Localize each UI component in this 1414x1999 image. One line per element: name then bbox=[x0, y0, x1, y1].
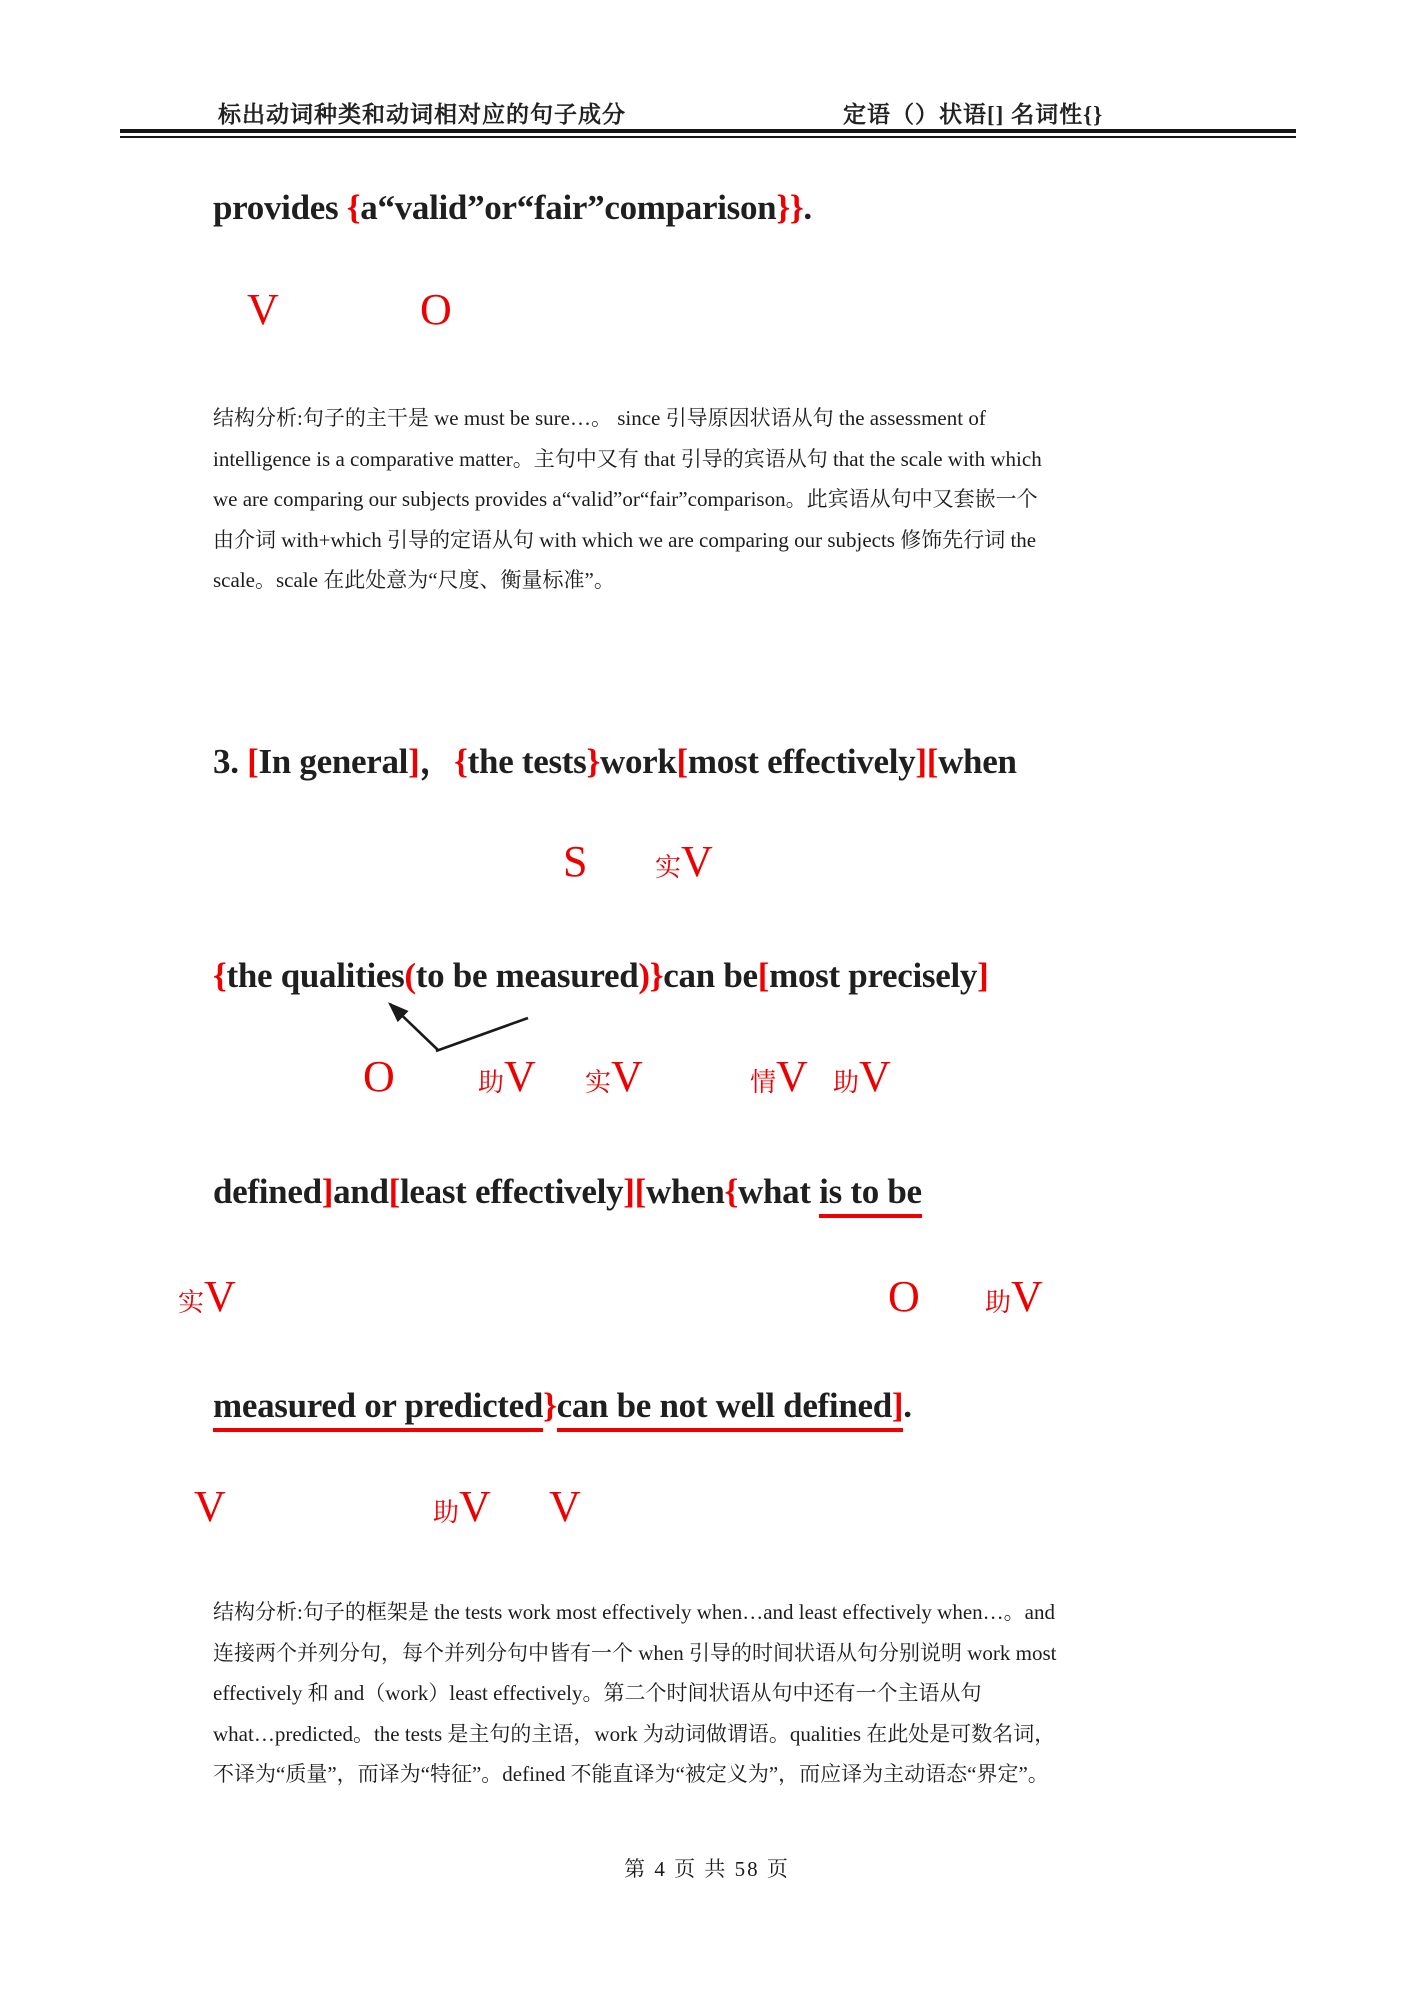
sentence1-labels-row bbox=[0, 285, 1414, 340]
text-segment: ] bbox=[321, 1172, 334, 1211]
text-segment: 3. bbox=[213, 742, 248, 781]
text-segment: provides bbox=[213, 188, 347, 227]
structure-analysis-paragraph-2 bbox=[213, 1592, 1208, 1795]
analysis-line: effectively 和 and（work）least effectively。第二个时间状语从句中还有一个主语从句 bbox=[213, 1681, 982, 1705]
text-segment: most precisely bbox=[769, 956, 978, 995]
verb-label: V bbox=[247, 285, 279, 334]
text-segment: measured or predicted bbox=[213, 1386, 543, 1432]
sentence3-labels-row4 bbox=[0, 1482, 1414, 1537]
main-verb-label: 实V bbox=[585, 1052, 643, 1101]
text-segment: the tests bbox=[467, 742, 587, 781]
text-segment: most effectively bbox=[687, 742, 916, 781]
auxiliary-verb-label: 助V bbox=[478, 1052, 536, 1101]
sentence1-heading bbox=[213, 186, 812, 230]
structure-analysis-paragraph-1 bbox=[213, 398, 1208, 601]
text-segment: . bbox=[803, 188, 812, 227]
analysis-line: intelligence is a comparative matter。主句中又有 that 引导的宾语从句 that the scale with which bbox=[213, 446, 1042, 471]
text-segment: } bbox=[586, 742, 600, 781]
header-left-title: 标出动词种类和动词相对应的句子成分 bbox=[218, 102, 626, 127]
text-segment: { bbox=[346, 188, 361, 227]
object-label: O bbox=[420, 285, 452, 334]
text-segment: } bbox=[543, 1386, 557, 1425]
analysis-line: 结构分析:句子的主干是 we must be sure…。 since 引导原因状语从句 the assessment of bbox=[213, 406, 986, 430]
text-segment: [ bbox=[247, 742, 259, 781]
text-segment: ] bbox=[892, 1386, 903, 1432]
sentence3-labels-row3 bbox=[0, 1272, 1414, 1327]
text-segment: can be not well defined bbox=[557, 1386, 892, 1432]
object-label: O bbox=[888, 1272, 920, 1321]
analysis-line: what…predicted。the tests 是主句的主语，work 为动词做谓语。qualities 在此处是可数名词， bbox=[213, 1721, 1056, 1746]
text-segment: { bbox=[454, 742, 468, 781]
analysis-line: we are comparing our subjects provides a“valid”or“fair”comparison。此宾语从句中又套嵌一个 bbox=[213, 487, 1038, 511]
header-double-rule bbox=[120, 129, 1296, 138]
subject-label: S bbox=[563, 837, 588, 886]
verb-label: V bbox=[194, 1482, 226, 1531]
main-verb-label: 实V bbox=[655, 837, 713, 886]
text-segment: ] bbox=[408, 742, 420, 781]
modal-verb-label: 情V bbox=[750, 1052, 808, 1101]
text-segment: ( bbox=[404, 956, 416, 995]
text-segment: . bbox=[903, 1386, 912, 1425]
object-label: O bbox=[363, 1052, 395, 1101]
verb-label: V bbox=[549, 1482, 581, 1531]
main-verb-label: 实V bbox=[178, 1272, 236, 1321]
sentence3-heading-line4 bbox=[213, 1384, 912, 1428]
text-segment: when bbox=[938, 742, 1017, 781]
text-segment: In general bbox=[258, 742, 409, 781]
auxiliary-verb-label: 助V bbox=[985, 1272, 1043, 1321]
text-segment: can be bbox=[663, 956, 758, 995]
analysis-line: scale。scale 在此处意为“尺度、衡量标准”。 bbox=[213, 568, 615, 592]
text-segment: ][ bbox=[623, 1172, 646, 1211]
text-segment: { bbox=[213, 956, 227, 995]
text-segment: least effectively bbox=[400, 1172, 624, 1211]
text-segment: ][ bbox=[915, 742, 939, 781]
text-segment: )} bbox=[638, 956, 664, 995]
analysis-line: 结构分析:句子的框架是 the tests work most effectively when…and least effectively when…。and bbox=[213, 1600, 1055, 1624]
text-segment: the qualities bbox=[226, 956, 405, 995]
analysis-line: 由介词 with+which 引导的定语从句 with which we are comparing our subjects 修饰先行词 the bbox=[213, 527, 1037, 552]
text-segment: to be measured bbox=[415, 956, 639, 995]
sentence3-heading-line1 bbox=[213, 740, 1017, 784]
sentence3-labels-row2 bbox=[0, 1052, 1414, 1107]
analysis-line: 不译为“质量”，而译为“特征”。defined 不能直译为“被定义为”，而应译为主动语态“界定”。 bbox=[213, 1762, 1049, 1786]
page-number: 第 4 页 共 58 页 bbox=[624, 1857, 790, 1881]
sentence3-heading-line3 bbox=[213, 1170, 922, 1214]
text-segment: ， bbox=[419, 742, 455, 781]
text-segment: what bbox=[738, 1172, 820, 1211]
text-segment: ] bbox=[977, 956, 989, 995]
text-segment: work bbox=[599, 742, 677, 781]
text-segment: and bbox=[333, 1172, 389, 1211]
annotation-arrow-icon bbox=[370, 995, 540, 1060]
sentence3-labels-row1 bbox=[0, 837, 1414, 892]
text-segment: is to be bbox=[819, 1172, 922, 1218]
text-segment: a“valid”or“fair”comparison bbox=[360, 188, 777, 227]
text-segment: [ bbox=[757, 956, 770, 995]
auxiliary-verb-label: 助V bbox=[433, 1482, 491, 1531]
text-segment: { bbox=[724, 1172, 739, 1211]
text-segment: [ bbox=[388, 1172, 400, 1211]
header-right-legend: 定语（）状语[] 名词性{} bbox=[843, 102, 1104, 127]
analysis-line: 连接两个并列分句，每个并列分句中皆有一个 when 引导的时间状语从句分别说明 work most bbox=[213, 1640, 1057, 1665]
text-segment: defined bbox=[213, 1172, 322, 1211]
auxiliary-verb-label: 助V bbox=[833, 1052, 891, 1101]
text-segment: }} bbox=[776, 188, 804, 227]
text-segment: [ bbox=[676, 742, 688, 781]
text-segment: when bbox=[645, 1172, 725, 1211]
sentence3-heading-line2 bbox=[213, 954, 988, 998]
